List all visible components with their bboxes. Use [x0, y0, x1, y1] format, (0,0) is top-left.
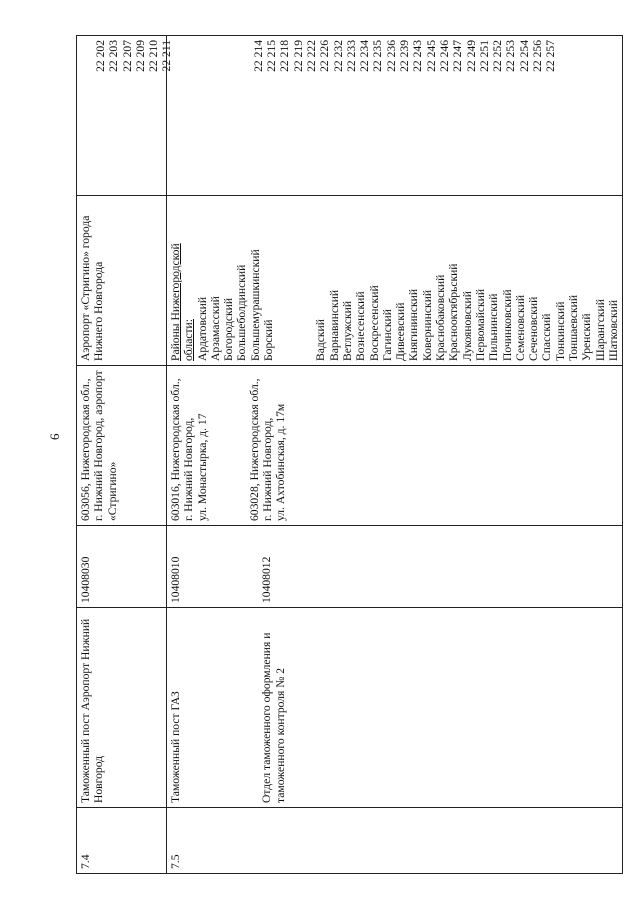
okato-code: 22 245	[424, 40, 438, 72]
district-item: Ковернинский	[420, 289, 434, 361]
district-item: Лукояновский	[460, 291, 474, 361]
district-item: Первомайский	[473, 288, 487, 361]
district-item: Вознесенский	[354, 291, 368, 361]
okato-code: 22 253	[504, 40, 518, 72]
okato-codes-cell	[94, 36, 623, 196]
okato-code: 22 256	[531, 40, 545, 72]
okato-code: 22 233	[344, 40, 358, 72]
page-number: 6	[47, 433, 62, 440]
district-item: Пильнинский	[487, 293, 501, 361]
district-item: Вадский	[314, 319, 328, 361]
post-name-cell	[167, 608, 623, 808]
district-item: Борский	[262, 319, 276, 361]
okato-code: 22 243	[411, 40, 425, 72]
post-code-cell	[167, 526, 623, 608]
table-row-7-5	[167, 36, 623, 874]
okato-code: 22 257	[544, 40, 558, 72]
okato-code: 22 214	[251, 40, 265, 72]
district-item: Княгининский	[407, 288, 421, 361]
district-item: Ардатовский	[195, 296, 209, 361]
okato-code: 22 207	[120, 40, 134, 72]
district-item: Починковский	[500, 289, 514, 361]
district-item: Тоншаевский	[567, 294, 581, 361]
okato-code: 22 232	[331, 40, 345, 72]
jurisdiction-region: Аэропорт «Стригино» города Нижнего Новгорода	[77, 196, 167, 366]
okato-code: 22 203	[107, 40, 121, 72]
districts-header: Районы Нижегородской области:	[169, 243, 196, 361]
post-address-cell	[167, 366, 623, 526]
district-item: Краснооктябрьский	[447, 263, 461, 361]
okato-code: 22 254	[517, 40, 531, 72]
okato-code: 22 236	[384, 40, 398, 72]
okato-code: 22 219	[291, 40, 305, 72]
post-name: Таможенный пост ГАЗ	[169, 691, 182, 803]
district-item: Дивеевский	[394, 302, 408, 361]
sub-department-address: 603028, Нижегородская обл., г. Нижний Новгород, ул. Ахтобинская, д. 17м	[247, 378, 288, 521]
okato-code: 22 211	[160, 40, 174, 72]
post-name: Таможенный пост Аэропорт Нижний Новгород	[77, 608, 167, 808]
sub-department-code: 10408012	[260, 556, 274, 603]
district-item: Гагинский	[380, 309, 394, 361]
okato-code: 22 235	[371, 40, 385, 72]
row-number: 7.4	[77, 808, 167, 874]
customs-posts-table	[76, 35, 623, 874]
district-item: Спасский	[540, 313, 554, 361]
district-item: Арзамасский	[208, 296, 222, 361]
post-code: 10408010	[169, 556, 182, 603]
okato-code: 22 246	[437, 40, 451, 72]
okato-code: 22 234	[358, 40, 372, 72]
post-code: 10408030	[77, 526, 167, 608]
okato-code: 22 209	[133, 40, 147, 72]
district-item: Варнавинский	[327, 289, 341, 361]
okato-code: 22 249	[464, 40, 478, 72]
customs-posts-table-rotated	[76, 36, 620, 874]
okato-code: 22 239	[398, 40, 412, 72]
district-item: Большемурашкинский	[248, 249, 262, 361]
district-item: Сеченовский	[527, 296, 541, 361]
row-number: 7.5	[167, 808, 623, 874]
district-item: Богородский	[222, 297, 236, 361]
post-address: 603016, Нижегородская обл., г. Нижний Новгород, ул. Монастырка, д. 17	[169, 378, 209, 521]
okato-code: 22 251	[477, 40, 491, 72]
district-item: Краснобаковский	[434, 274, 448, 361]
sub-department-name: Отдел таможенного оформления и таможенного контроля № 2	[260, 632, 287, 803]
district-item: Тонкинский	[553, 301, 567, 361]
district-item: Шатковский	[606, 299, 620, 361]
okato-code: 22 222	[304, 40, 318, 72]
okato-code: 22 215	[265, 40, 279, 72]
okato-code: 22 226	[318, 40, 332, 72]
okato-code: 22 252	[491, 40, 505, 72]
okato-code: 22 202	[94, 40, 107, 72]
district-item: Семеновский	[513, 294, 527, 361]
district-item: Шарангский	[593, 299, 607, 361]
district-item: Воскресенский	[367, 285, 381, 361]
okato-code: 22 247	[451, 40, 465, 72]
post-address: 603056, Нижегородская обл., г. Нижний Новгород, аэропорт «Стригино»	[77, 366, 167, 526]
district-item: Большеболдинский	[235, 264, 249, 361]
districts-cell	[167, 196, 623, 366]
okato-code: 22 210	[147, 40, 161, 72]
district-item: Уренский	[580, 313, 594, 361]
district-item: Ветлужский	[340, 300, 354, 361]
okato-code: 22 218	[278, 40, 292, 72]
